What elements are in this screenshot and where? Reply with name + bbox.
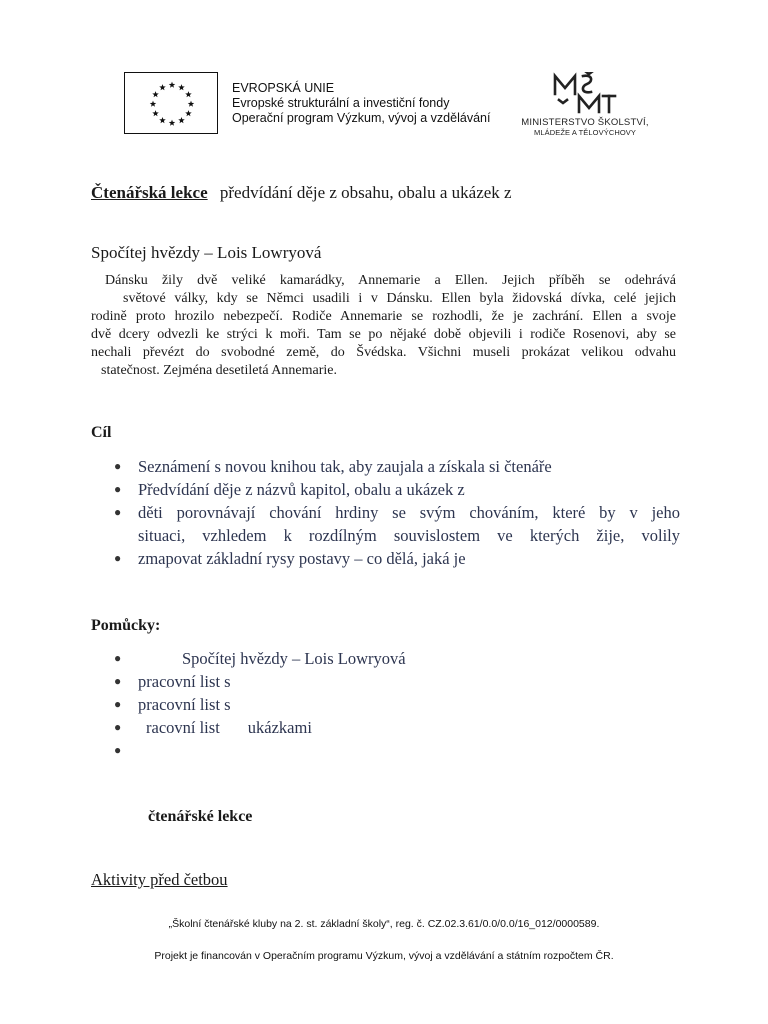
bullet-icon: ● <box>114 651 122 665</box>
list-item <box>110 647 680 670</box>
lesson-subtitle: předvídání děje z obsahu, obalu a ukázek z <box>219 183 512 202</box>
aids-list <box>110 647 680 757</box>
goal-item-text: situaci, vzhledem k rozdílným souvislostem ve kterých žije, volily <box>138 526 680 545</box>
bullet-icon: ● <box>114 505 122 519</box>
eu-star-icon <box>178 117 184 123</box>
footer-funding: Projekt je financován v Operačním programu Výzkum, vývoj a vzdělávání a státním rozpočtem ČR. <box>154 950 614 962</box>
list-item <box>110 478 680 501</box>
aids-heading: Pomůcky: <box>91 617 161 634</box>
reading-lesson-heading: čtenářské lekce <box>148 808 253 825</box>
eu-star-icon <box>150 101 156 107</box>
eu-star-icon <box>185 110 191 116</box>
bullet-icon: ● <box>114 459 122 473</box>
bullet-icon: ● <box>114 674 122 688</box>
eu-star-icon <box>152 91 158 97</box>
lesson-heading <box>91 183 512 203</box>
summary-line: nechali převézt do svobodné země, do Švédska. Všichni museli prokázat velikou odvahu <box>91 345 676 360</box>
list-item <box>110 716 680 739</box>
book-title: Spočítej hvězdy – Lois Lowryová <box>91 243 322 262</box>
eu-flag-icon <box>124 72 218 134</box>
eu-logo-block <box>124 72 520 136</box>
eu-star-icon <box>178 84 184 90</box>
eu-star-icon <box>169 82 175 88</box>
msmt-logo-icon <box>549 72 619 116</box>
eu-line-1: EVROPSKÁ UNIE <box>232 81 335 95</box>
lesson-title: Čtenářská lekce <box>91 183 208 202</box>
summary-line: světové války, kdy se Němci usadili i v Dánsku. Ellen byla židovská dívka, celé jejich <box>123 291 676 306</box>
list-item <box>110 455 680 478</box>
eu-star-icon <box>152 110 158 116</box>
list-item <box>110 547 680 570</box>
goal-heading: Cíl <box>91 424 112 441</box>
ministry-line-2: MLÁDEŽE A TĚLOVÝCHOVY <box>534 128 636 137</box>
eu-text <box>232 81 490 126</box>
eu-star-icon <box>188 101 194 107</box>
eu-star-icon <box>185 91 191 97</box>
list-item <box>110 693 680 716</box>
bullet-icon: ● <box>114 697 122 711</box>
eu-line-3: Operační program Výzkum, vývoj a vzdělávání <box>232 111 491 125</box>
summary-line: statečnost. Zejména desetiletá Annemarie. <box>101 363 337 378</box>
bullet-icon: ● <box>114 743 122 757</box>
aids-item-text: racovní list <box>146 718 220 737</box>
goal-list <box>110 455 680 570</box>
eu-star-icon <box>159 84 165 90</box>
aids-item-text: pracovní list s <box>138 695 231 714</box>
goal-item-text: děti porovnávají chování hrdiny se svým chováním, které by v jeho <box>138 503 680 522</box>
aids-item-text: Spočítej hvězdy – Lois Lowryová <box>182 649 406 668</box>
goal-item-text: Předvídání děje z názvů kapitol, obalu a ukázek z <box>138 480 465 499</box>
bullet-icon: ● <box>114 482 122 496</box>
bullet-icon: ● <box>114 551 122 565</box>
eu-star-icon <box>169 120 175 126</box>
bullet-icon: ● <box>114 720 122 734</box>
footer-registration: „Školní čtenářské kluby na 2. st. základní školy“, reg. č. CZ.02.3.61/0.0/0.0/16_012/0000589. <box>168 918 600 930</box>
list-item <box>110 501 680 547</box>
aids-item-text: ukázkami <box>247 718 312 737</box>
goal-item-text: zmapovat základní rysy postavy – co dělá, jaká je <box>138 549 466 568</box>
summary-line: dvě dcery odvezli ke strýci k moři. Tam se po nějaké době objevili i rodiče Rosenovi, aby se <box>91 327 676 342</box>
aids-item-text: pracovní list s <box>138 672 231 691</box>
ministry-logo-block <box>515 72 655 142</box>
list-item <box>110 670 680 693</box>
activities-heading: Aktivity před četbou <box>91 870 228 889</box>
summary-line: Dánsku žily dvě veliké kamarádky, Annemarie a Ellen. Jejich příběh se odehrává <box>105 273 676 288</box>
summary-paragraph <box>91 272 676 380</box>
eu-line-2: Evropské strukturální a investiční fondy <box>232 96 450 110</box>
ministry-line-1: MINISTERSTVO ŠKOLSTVÍ, <box>521 117 649 128</box>
summary-line: rodině proto hrozilo nebezpečí. Rodiče Annemarie se rozhodli, že je zachrání. Ellen a svoje <box>91 309 676 324</box>
goal-item-text: Seznámení s novou knihou tak, aby zaujala a získala si čtenáře <box>138 457 552 476</box>
eu-star-icon <box>159 117 165 123</box>
